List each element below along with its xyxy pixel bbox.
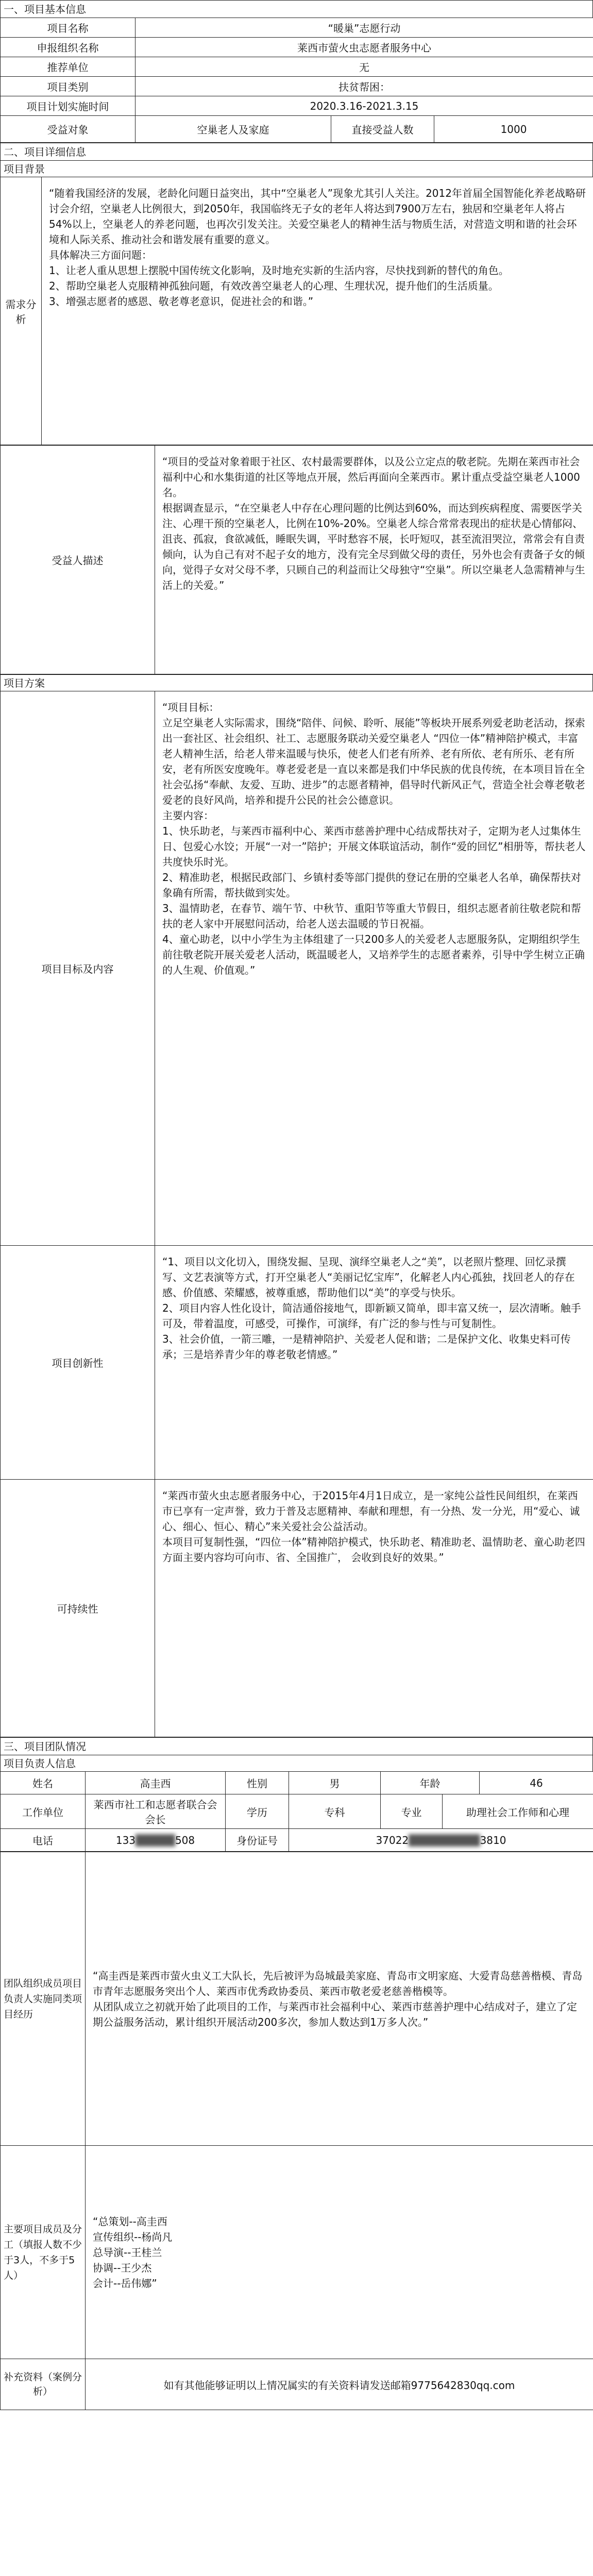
beneficiary-text	[155, 446, 593, 674]
phone-prefix: 133	[115, 1834, 136, 1846]
innovation-paragraph: “1、项目以文化切入，围绕发掘、呈现、演绎空巢老人之“美”，以老照片整理、回忆录撰写、文艺表演等方式，打开空巢老人“美丽记忆宝库”，化解老人内心孤独，找回老人的存在感、价值感、荣耀感，被尊重感，帮助他们以“美”的享受与快乐。 2、项目内容人性化设计，简洁通俗接地气，即新颖又简单，即丰富又统一，层次清晰。触手可及，带着温度，可感受，可操作，可演绎，有广泛的参与性与可复制性。 3、社会价值，一箭三雕，一是精神陪护、关爱老人促和谐；二是保护文化、收集史料可传承；三是培养青少年的尊老敬老情感。”	[162, 1256, 581, 1361]
unit-label: 工作单位	[1, 1794, 86, 1829]
recommend-value: 无	[135, 57, 593, 77]
direct-count-value: 1000	[434, 116, 593, 143]
period-label: 项目计划实施时间	[1, 96, 135, 116]
needs-paragraph: “随着我国经济的发展，老龄化问题日益突出，其中“空巢老人”现象尤其引人关注。2012年首届全国智能化养老战略研讨会介绍，空巢老人比例很大，到2050年，我国临终无子女的老年人将达到7900万左右，独居和空巢老年人将占54%以上，空巢老人的养老问题，也再次引发关注。关爱空巢老人的精神生活与物质生活，对营造文明和谐的社会环境和人际关系、推动社会和谐发展有重要的意义。 具体解决三方面问题： 1、让老人重从思想上摆脱中国传统文化影响，及时地充实新的生活内容，尽快找到新的替代的角色。 2、帮助空巢老人克服精神孤独问题，有效改善空巢老人的心理、生理状况，提升他们的生活质量。 3、增强志愿者的感恩、敬老尊老意识，促进社会的和谐。”	[49, 187, 586, 308]
sustain-text	[155, 1480, 593, 1737]
direct-count-label: 直接受益人数	[331, 116, 434, 143]
goals-label: 项目目标及内容	[1, 691, 155, 1246]
id-redacted: █████████	[409, 1834, 480, 1846]
beneficiary-label: 受益人描述	[1, 446, 155, 674]
gender-value: 男	[289, 1772, 381, 1794]
org-label: 申报组织名称	[1, 38, 135, 57]
id-label: 身份证号	[226, 1829, 289, 1852]
sustain-paragraph: “莱西市萤火虫志愿者服务中心，于2015年4月1日成立，是一家纯公益性民间组织，在莱西市已享有一定声誉，致力于普及志愿精神、奉献和理想，有一分热、发一分光，用“爱心、诚心、细心、恒心、精心”来关爱社会公益活动。 本项目可复制性强，“四位一体”精神陪护模式，快乐助老、精准助老、温情助老、童心助老四方面主要内容均可向市、省、全国推广， 会收到良好的效果。”	[162, 1489, 585, 1564]
section-1-heading: 一、项目基本信息	[0, 0, 593, 18]
phone-redacted: █████	[135, 1834, 175, 1846]
sustain-label: 可持续性	[1, 1480, 155, 1737]
major-value: 助理社会工作师和心理	[443, 1794, 593, 1829]
section-2-heading: 二、项目详细信息	[0, 143, 593, 160]
name-value: 高圭西	[86, 1772, 226, 1794]
target-label: 受益对象	[1, 116, 135, 143]
age-value: 46	[480, 1772, 593, 1794]
leader-table	[0, 1771, 593, 1852]
org-value: 莱西市萤火虫志愿者服务中心	[135, 38, 593, 57]
background-heading: 项目背景	[0, 160, 593, 177]
id-prefix: 37022	[376, 1834, 409, 1846]
needs-label: 需求分析	[1, 177, 42, 445]
project-name-label: 项目名称	[1, 18, 135, 38]
section-3-heading: 三、项目团队情况	[0, 1737, 593, 1755]
innovation-label: 项目创新性	[1, 1246, 155, 1480]
period-value: 2020.3.16-2021.3.15	[135, 96, 593, 116]
leader-heading: 项目负责人信息	[0, 1755, 593, 1771]
target-value: 空巢老人及家庭	[135, 116, 331, 143]
members-text	[86, 2146, 593, 2359]
goals-text	[155, 691, 593, 1246]
team-table	[0, 1852, 593, 2410]
id-suffix: 3810	[480, 1834, 506, 1846]
plan-table	[0, 691, 593, 1737]
phone-value	[86, 1829, 226, 1852]
basic-info-table	[0, 18, 593, 143]
age-label: 年龄	[381, 1772, 480, 1794]
members-label: 主要项目成员及分工（填报人数不少于3人，不多于5人）	[1, 2146, 86, 2359]
category-label: 项目类别	[1, 77, 135, 96]
experience-text	[86, 1852, 593, 2146]
experience-label: 团队组织成员项目负责人实施同类项目经历	[1, 1852, 86, 2146]
major-label: 专业	[381, 1794, 443, 1829]
project-name-value: “暖巢”志愿行动	[135, 18, 593, 38]
id-value	[289, 1829, 593, 1852]
background-table	[0, 177, 593, 445]
goals-paragraph: “项目目标： 立足空巢老人实际需求，围绕“陪伴、问候、聆听、展能”等板块开展系列爱老助老活动，探索出一套社区、社会组织、社工、志愿服务联动关爱空巢老人 “四位一体”精神陪护模式，丰富老人精神生活，给老人带来温暖与快乐，使老人们老有所养、老有所依、老有所乐、老有所安，老有所医安度晚年。尊老爱老是一直以来都是我们中华民族的优良传统，在本项目旨在全社会弘扬“奉献、友爱、互助、进步”的志愿者精神，倡导时代新风正气，营造全社会尊老敬老爱老的良好风尚，培养和提升公民的社会公德意识。 主要内容： 1、快乐助老，与莱西市福利中心、莱西市慈善护理中心结成帮扶对子，定期为老人过集体生日、包爱心水饺；开展“一对一”陪护；开展文体联谊活动，制作“爱的回忆”相册等，帮扶老人共度快乐时光。 2、精准助老，根据民政部门、乡镇村委等部门提供的登记在册的空巢老人名单，确保帮扶对象确有所需，帮扶做到实处。 3、温情助老，在春节、端午节、中秋节、重阳节等重大节假日，组织志愿者前往敬老院和帮扶的老人家中开展慰问活动，给老人送去温暖的节日祝福。 4、童心助老，以中小学生为主体组建了一只200多人的关爱老人志愿服务队，定期组织学生前往敬老院开展关爱老人活动，既温暖老人，又培养学生的志愿者素养，引导中学生树立正确的人生观、价值观。”	[162, 701, 586, 976]
experience-paragraph: “高圭西是莱西市萤火虫义工大队长，先后被评为岛城最美家庭、青岛市文明家庭、大爱青岛慈善楷模、青岛市青年志愿服务突出个人、莱西市优秀政协委员、莱西市敬老爱老慈善楷模等。 从团队成立之初就开始了此项目的工作，与莱西市社会福利中心、莱西市慈善护理中心结成对子，建立了定期公益服务活动，累计组织开展活动200多次，参加人数达到1万多人次。”	[93, 1969, 583, 2028]
extra-label: 补充资料（案例分析）	[1, 2359, 86, 2410]
needs-text	[42, 177, 593, 445]
members-paragraph: “总策划--高圭西 宣传组织--杨尚凡 总导演--王桂兰 协调--王少杰 会计--岳伟娜”	[93, 2215, 173, 2290]
edu-value: 专科	[289, 1794, 381, 1829]
extra-text: 如有其他能够证明以上情况属实的有关资料请发送邮箱9775642830qq.com	[86, 2359, 593, 2410]
category-value: 扶贫帮困：	[135, 77, 593, 96]
edu-label: 学历	[226, 1794, 289, 1829]
plan-heading: 项目方案	[0, 674, 593, 691]
beneficiary-paragraph: “项目的受益对象着眼于社区、农村最需要群体，以及公立定点的敬老院。先期在莱西市社会福利中心和水集街道的社区等地点开展，然后再面向全莱西市。累计重点受益空巢老人1000名。 根据调查显示，“在空巢老人中存在心理问题的比例达到60%，而达到疾病程度、需要医学关注、心理干预的空巢老人，比例在10%-20%。空巢老人综合常常表现出的症状是心情郁闷、沮丧、孤寂，食欲减低，睡眠失调，平时愁容不展，长吁短叹，甚至流泪哭泣，常常会有自责倾向，认为自己有对不起子女的地方，没有完全尽到做父母的责任，另外也会有责备子女的倾向，觉得子女对父母不孝，只顾自己的利益而让父母独守“空巢”。所以空巢老人急需精神与生活上的关爱。”	[162, 455, 585, 591]
gender-label: 性别	[226, 1772, 289, 1794]
name-label: 姓名	[1, 1772, 86, 1794]
phone-label: 电话	[1, 1829, 86, 1852]
recommend-label: 推荐单位	[1, 57, 135, 77]
innovation-text	[155, 1246, 593, 1480]
unit-value: 莱西市社工和志愿者联合会 会长	[86, 1794, 226, 1829]
phone-suffix: 508	[175, 1834, 195, 1846]
beneficiary-table	[0, 445, 593, 674]
